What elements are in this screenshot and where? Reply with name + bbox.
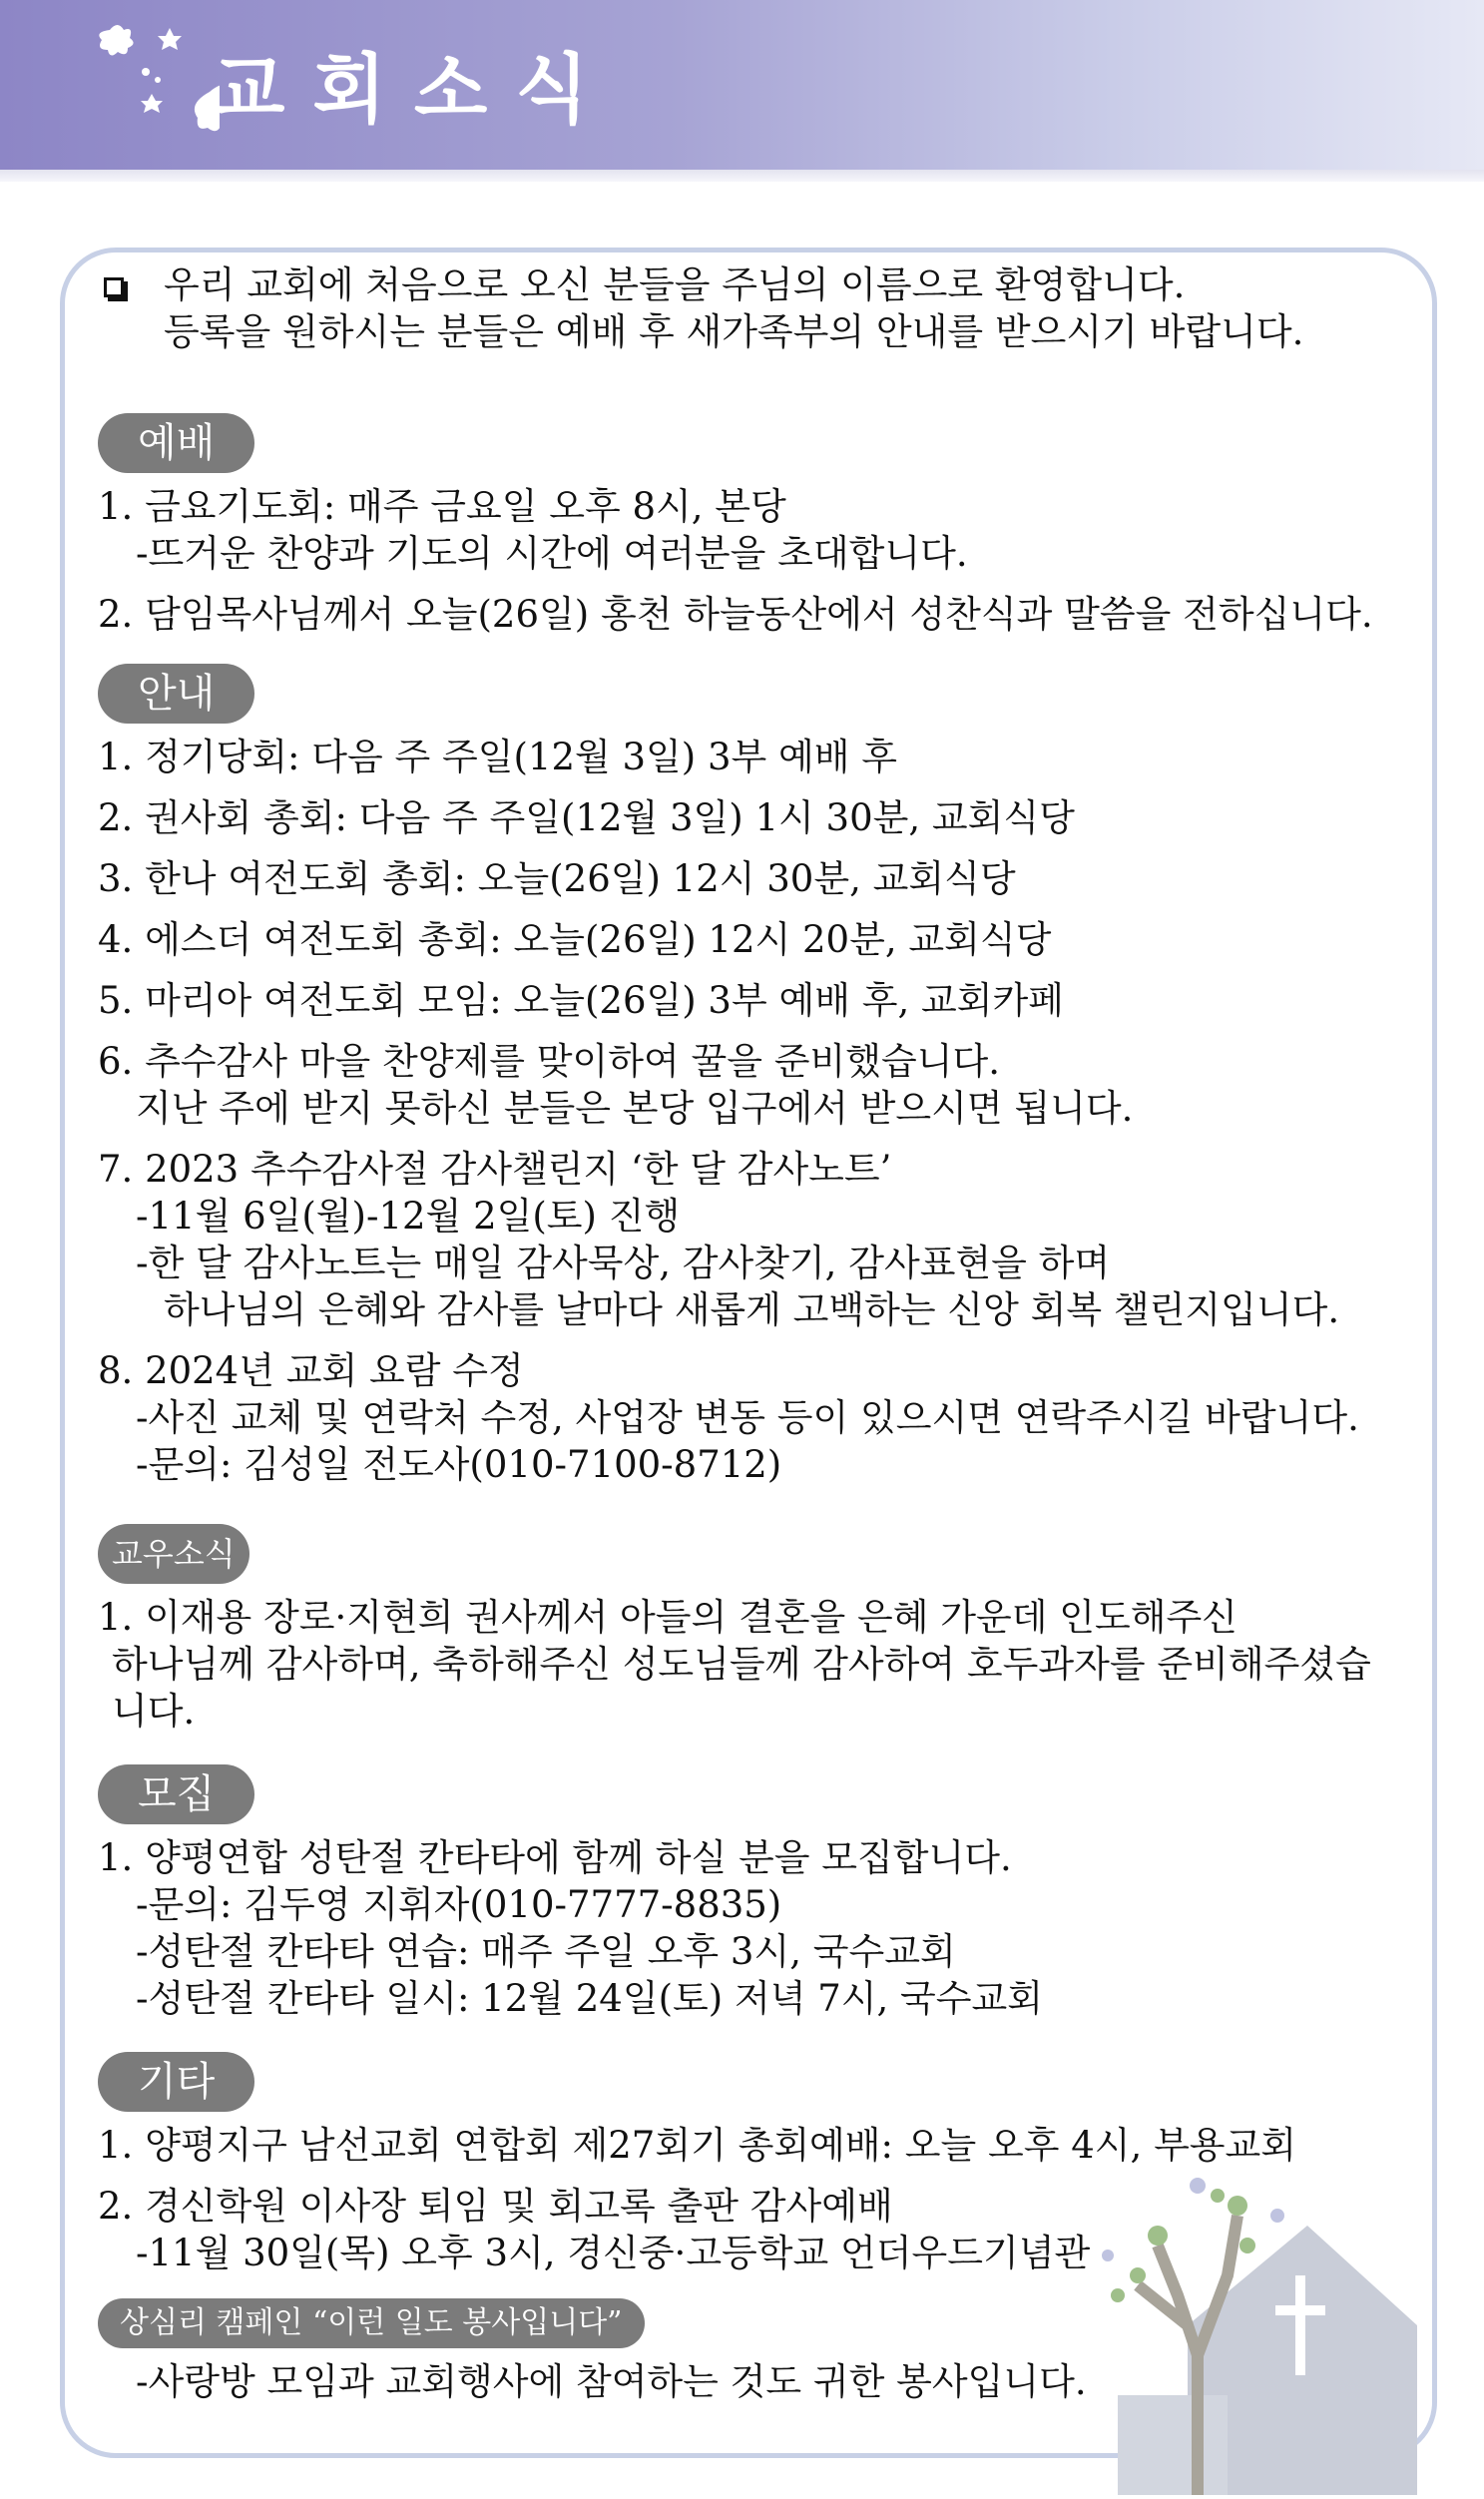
section-label-worship: 예배	[98, 413, 254, 473]
item-subtext: 지난 주에 받지 못하신 분들은 본당 입구에서 받으시면 됩니다.	[136, 1087, 1134, 1130]
page-title: 교회소식	[212, 45, 617, 134]
list-item	[98, 1038, 1405, 1132]
item-text: 1. 양평연합 성탄절 칸타타에 함께 하실 분을 모집합니다.	[98, 1836, 1012, 1879]
list-item	[98, 591, 1405, 638]
list-item	[98, 2122, 1405, 2169]
item-subtext: -성탄절 칸타타 연습: 매주 주일 오후 3시, 국수교회	[136, 1930, 956, 1973]
list-item	[98, 734, 1405, 780]
news-content	[98, 261, 1405, 2431]
section-campaign	[98, 2296, 1405, 2405]
item-subtext: -뜨거운 찬양과 기도의 시간에 여러분을 초대합니다.	[136, 532, 968, 575]
item-subtext: 하나님의 은혜와 감사를 날마다 새롭게 고백하는 신앙 회복 챌린지입니다.	[164, 1288, 1340, 1331]
item-text: 7. 2023 추수감사절 감사챌린지 ‘한 달 감사노트’	[98, 1148, 892, 1191]
item-subtext: -11월 6일(월)-12월 2일(토) 진행	[136, 1195, 681, 1238]
list-item	[98, 1347, 1405, 1488]
item-subtext: -11월 30일(목) 오후 3시, 경신중·고등학교 언더우드기념관	[136, 2232, 1091, 2274]
list-item	[98, 483, 1405, 577]
section-members	[98, 1524, 1405, 1735]
item-text: 1. 이재용 장로·지현희 권사께서 아들의 결혼을 은혜 가운데 인도해주신	[98, 1596, 1237, 1639]
item-text: 2. 경신학원 이사장 퇴임 및 회고록 출판 감사예배	[98, 2185, 893, 2228]
item-subtext: -한 달 감사노트는 매일 감사묵상, 감사찾기, 감사표현을 하며	[136, 1242, 1111, 1284]
item-text: 8. 2024년 교회 요람 수정	[98, 1349, 524, 1392]
list-item	[98, 1834, 1405, 2022]
section-label-members: 교우소식	[98, 1524, 249, 1584]
item-subtext: -문의: 김성일 전도사(010-7100-8712)	[136, 1443, 782, 1486]
list-item	[98, 2358, 1405, 2405]
item-subtext: -사랑방 모임과 교회행사에 참여하는 것도 귀한 봉사입니다.	[136, 2360, 1087, 2403]
section-label-etc: 기타	[98, 2052, 254, 2112]
list-item	[98, 2183, 1405, 2276]
item-text: 3. 한나 여전도회 총회: 오늘(26일) 12시 30분, 교회식당	[98, 857, 1016, 900]
section-etc	[98, 2052, 1405, 2276]
section-label-campaign: 상심리 캠페인 “이런 일도 봉사입니다”	[98, 2298, 645, 2348]
item-text: 5. 마리아 여전도회 모임: 오늘(26일) 3부 예배 후, 교회카페	[98, 979, 1064, 1022]
section-label-notice: 안내	[98, 664, 254, 724]
item-text: 4. 에스더 여전도회 총회: 오늘(26일) 12시 20분, 교회식당	[98, 918, 1052, 961]
section-label-recruit: 모집	[98, 1764, 254, 1824]
list-item	[98, 1594, 1405, 1735]
list-item	[98, 794, 1405, 841]
item-subtext: -성탄절 칸타타 일시: 12월 24일(토) 저녁 7시, 국수교회	[136, 1977, 1043, 2020]
item-text: 2. 담임목사님께서 오늘(26일) 홍천 하늘동산에서 성찬식과 말씀을 전하십니다.	[98, 593, 1373, 636]
item-text: 6. 추수감사 마을 찬양제를 맞이하여 꿀을 준비했습니다.	[98, 1040, 1000, 1083]
checkbox-bullet-icon	[104, 277, 124, 297]
flower-decoration-icon	[60, 10, 220, 140]
section-recruit	[98, 1764, 1405, 2022]
welcome-message	[98, 261, 1405, 355]
list-item	[98, 855, 1405, 902]
welcome-line-2: 등록을 원하시는 분들은 예배 후 새가족부의 안내를 받으시기 바랍니다.	[164, 310, 1304, 353]
item-text: 1. 금요기도회: 매주 금요일 오후 8시, 본당	[98, 485, 786, 528]
welcome-line-1: 우리 교회에 처음으로 오신 분들을 주님의 이름으로 환영합니다.	[164, 263, 1186, 306]
item-text: 1. 정기당회: 다음 주 주일(12월 3일) 3부 예배 후	[98, 736, 898, 778]
item-text: 2. 권사회 총회: 다음 주 주일(12월 3일) 1시 30분, 교회식당	[98, 796, 1075, 839]
item-subtext: -사진 교체 및 연락처 수정, 사업장 변동 등이 있으시면 연락주시길 바랍니다.	[136, 1396, 1359, 1439]
list-item	[98, 1146, 1405, 1333]
item-text: 1. 양평지구 남선교회 연합회 제27회기 총회예배: 오늘 오후 4시, 부용교회	[98, 2124, 1297, 2167]
list-item	[98, 977, 1405, 1024]
item-subtext: 하나님께 감사하며, 축하해주신 성도님들께 감사하여 호두과자를 준비해주셨습니다.	[112, 1643, 1371, 1733]
list-item	[98, 916, 1405, 963]
section-worship	[98, 413, 1405, 638]
item-subtext: -문의: 김두영 지휘자(010-7777-8835)	[136, 1883, 782, 1926]
header-divider	[0, 170, 1484, 182]
section-notice	[98, 664, 1405, 1488]
